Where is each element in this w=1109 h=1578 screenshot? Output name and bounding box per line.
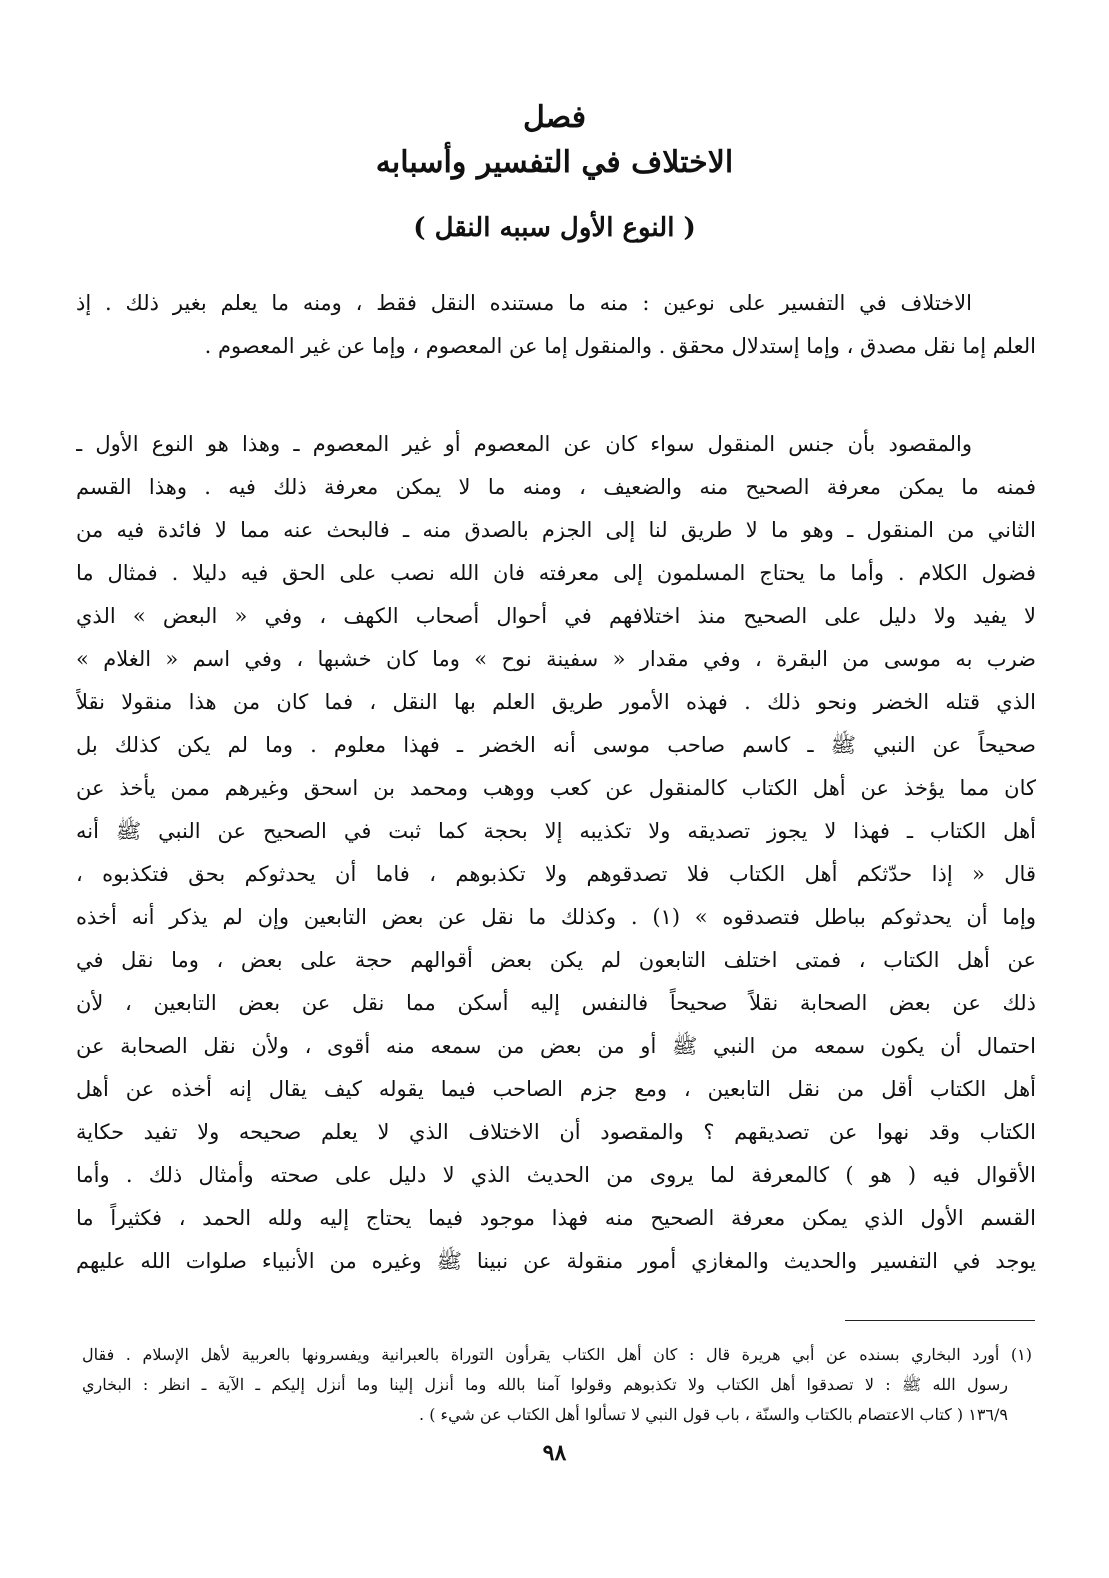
text-line: ذلك عن بعض الصحابة نقلاً صحيحاً فالنفس إليه أسكن مما نقل عن بعض التابعين ، لأن [76,991,1036,1015]
intro-paragraph [76,282,1036,368]
text-line: يوجد في التفسير والحديث والمغازي أمور منقولة عن نبينا ﷺ وغيره من الأنبياء صلوات الله عليهم [76,1249,1036,1273]
text-line: قال « إذا حدّثكم أهل الكتاب فلا تصدقوهم ولا تكذبوهم ، فاما أن يحدثوكم بحق فتكذبوه ، [76,862,1036,886]
text-line: لا يفيد ولا دليل على الصحيح منذ اختلافهم في أحوال أصحاب الكهف ، وفي « البعض » الذي [76,604,1036,628]
footnote-line: ١٣٦/٩ ( كتاب الاعتصام بالكتاب والسنّة ، باب قول النبي لا تسألوا أهل الكتاب عن شيء ) . [419,1405,1008,1424]
text-line: والمقصود بأن جنس المنقول سواء كان عن المعصوم أو غير المعصوم ـ وهذا هو النوع الأول ـ [76,432,972,456]
text-line: أهل الكتاب ـ فهذا لا يجوز تصديقه ولا تكذيبه إلا بحجة كما ثبت في الصحيح عن النبي ﷺ أنه [76,819,1036,843]
footnote-divider [845,1320,1035,1321]
text-line: الاختلاف في التفسير على نوعين : منه ما مستنده النقل فقط ، ومنه ما يعلم بغير ذلك . إذ [76,291,972,315]
text-line: كان مما يؤخذ عن أهل الكتاب كالمنقول عن كعب ووهب ومحمد بن اسحق وغيرهم ممن يأخذ عن [76,776,1036,800]
text-line: فضول الكلام . وأما ما يحتاج المسلمون إلى معرفته فان الله نصب على الحق فيه دليلا . فمثال ما [76,561,1036,585]
footnote-line: (١) أورد البخاري بسنده عن أبي هريرة قال : كان أهل الكتاب يقرأون التوراة بالعبرانية ويفسرونها بالعربية لأهل الإسلام . فقال [82,1345,1032,1364]
text-line: الكتاب وقد نهوا عن تصديقهم ؟ والمقصود أن الاختلاف الذي لا يعلم صحيحه ولا تفيد حكاية [76,1120,1036,1144]
text-line: صحيحاً عن النبي ﷺ ـ كاسم صاحب موسى أنه الخضر ـ فهذا معلوم . وما لم يكن كذلك بل [76,733,1036,757]
section-heading: ( النوع الأول سببه النقل ) [413,213,696,243]
main-paragraph [76,423,1036,1283]
text-line: ضرب به موسى من البقرة ، وفي مقدار « سفينة نوح » وما كان خشبها ، وفي اسم « الغلام » [76,647,1036,671]
page-number: ٩٨ [542,1440,567,1466]
text-line: القسم الأول الذي يمكن معرفة الصحيح منه فهذا موجود فيما يحتاج إليه ولله الحمد ، فكثيراً ما [76,1206,1036,1230]
text-line: الأقوال فيه ( هو ) كالمعرفة لما يروى من الحديث الذي لا دليل على صحته وأمثال ذلك . وأما [76,1163,1036,1187]
chapter-title: فصل [522,100,587,135]
text-line: عن أهل الكتاب ، فمتى اختلف التابعون لم يكن بعض أقوالهم حجة على بعض ، وما نقل في [76,948,1036,972]
text-line: فمنه ما يمكن معرفة الصحيح منه والضعيف ، ومنه ما لا يمكن معرفة ذلك فيه . وهذا القسم [76,475,1036,499]
footnotes [82,1340,1032,1430]
text-line: أهل الكتاب أقل من نقل التابعين ، ومع جزم الصاحب فيما يقوله كيف يقال إنه أخذه عن أهل [76,1077,1036,1101]
text-line: وإما أن يحدثوكم بباطل فتصدقوه » (١) . وكذلك ما نقل عن بعض التابعين وإن لم يذكر أنه أخذه [76,905,1036,929]
chapter-subtitle: الاختلاف في التفسير وأسبابه [375,145,734,180]
text-line: الذي قتله الخضر ونحو ذلك . فهذه الأمور طريق العلم بها النقل ، فما كان من هذا منقولا نقلاً [76,690,1036,714]
text-line: الثاني من المنقول ـ وهو ما لا طريق لنا إلى الجزم بالصدق منه ـ فالبحث عنه مما لا فائدة فيه من [76,518,1036,542]
text-line: احتمال أن يكون سمعه من النبي ﷺ أو من بعض من سمعه منه أقوى ، ولأن نقل الصحابة عن [76,1034,1036,1058]
text-line: العلم إما نقل مصدق ، وإما إستدلال محقق . والمنقول إما عن المعصوم ، وإما عن غير المعصوم . [204,334,1036,358]
footnote-line: رسول الله ﷺ : لا تصدقوا أهل الكتاب ولا تكذبوهم وقولوا آمنا بالله وما أنزل إلينا وما أنزل إليكم ـ الآية ـ انظر : البخاري [82,1375,1008,1394]
